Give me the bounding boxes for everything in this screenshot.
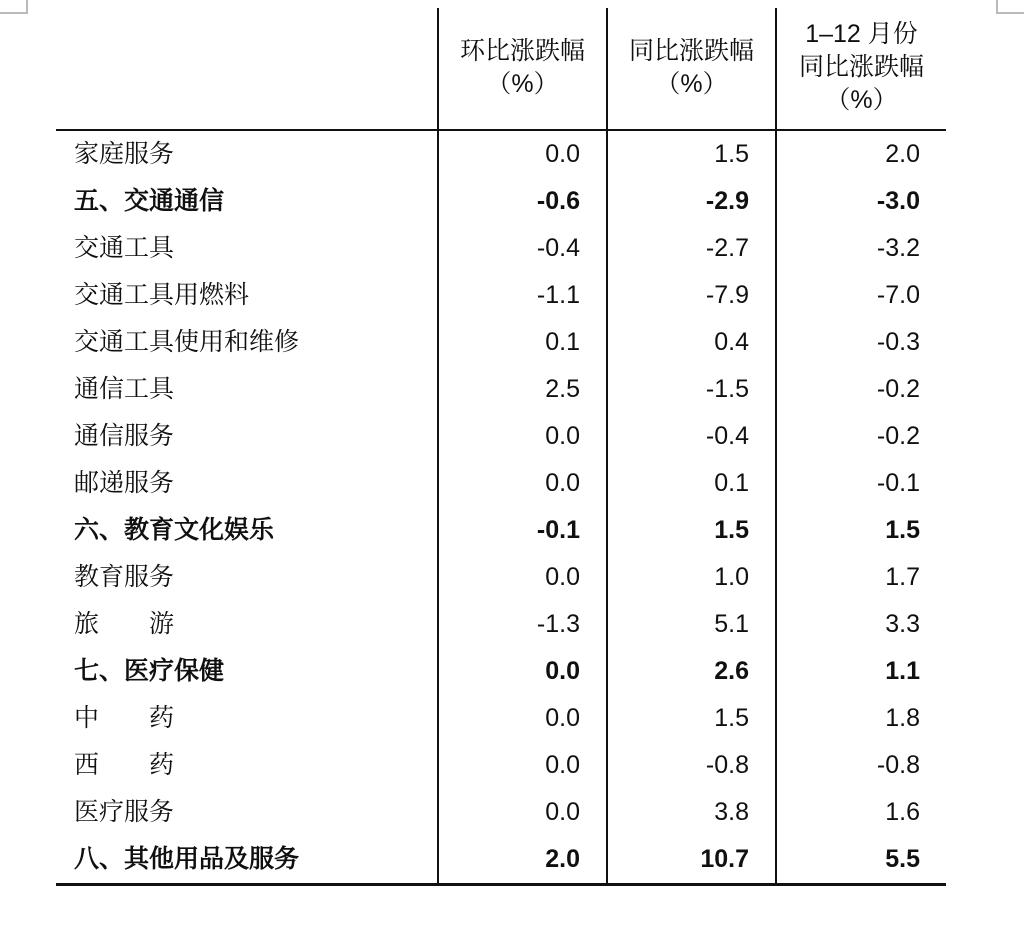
cell-yoy: -2.9 (607, 178, 776, 225)
cell-ytd: -7.0 (776, 272, 946, 319)
cell-ytd: 1.1 (776, 648, 946, 695)
column-header-yoy-line2: （%） (655, 69, 728, 98)
cell-ytd: -0.2 (776, 366, 946, 413)
cell-mom: -1.1 (438, 272, 607, 319)
cell-yoy: 1.0 (607, 554, 776, 601)
column-header-ytd-line2: 同比涨跌幅 (798, 53, 924, 81)
row-label: 家庭服务 (74, 140, 175, 168)
cell-mom: -0.1 (438, 507, 607, 554)
crop-mark-top-left (0, 0, 28, 14)
table-row (56, 648, 946, 695)
cell-mom: 2.0 (438, 836, 607, 885)
cell-mom: 0.1 (438, 319, 607, 366)
table-row (56, 460, 946, 507)
cell-yoy: -0.4 (607, 413, 776, 460)
cell-mom: 0.0 (438, 695, 607, 742)
column-header-ytd-line1: 1–12 月份 (805, 20, 918, 48)
cell-yoy: 0.4 (607, 319, 776, 366)
row-label: 通信服务 (74, 422, 175, 450)
cell-ytd: -0.3 (776, 319, 946, 366)
cell-mom: 0.0 (438, 742, 607, 789)
column-header-mom-line2: （%） (486, 69, 559, 98)
row-label: 邮递服务 (74, 469, 175, 497)
cell-ytd: -0.1 (776, 460, 946, 507)
table-row (56, 178, 946, 225)
cell-mom: 0.0 (438, 554, 607, 601)
table-row (56, 319, 946, 366)
cell-ytd: -3.2 (776, 225, 946, 272)
cell-ytd: 1.8 (776, 695, 946, 742)
table-row (56, 836, 946, 885)
row-label: 旅 游 (74, 610, 175, 638)
row-label: 交通工具 (74, 234, 175, 262)
cell-ytd: 1.5 (776, 507, 946, 554)
table-header (56, 8, 946, 130)
cell-ytd: 3.3 (776, 601, 946, 648)
cell-mom: 0.0 (438, 460, 607, 507)
table-row (56, 695, 946, 742)
row-label: 七、医疗保健 (74, 657, 225, 685)
table-row (56, 413, 946, 460)
row-label: 五、交通通信 (74, 187, 225, 215)
column-header-mom (438, 8, 607, 130)
cell-mom: -0.6 (438, 178, 607, 225)
cell-mom: 0.0 (438, 130, 607, 178)
cell-ytd: 1.7 (776, 554, 946, 601)
cell-ytd: 5.5 (776, 836, 946, 885)
table-row (56, 366, 946, 413)
cell-yoy: -7.9 (607, 272, 776, 319)
row-label: 医疗服务 (74, 798, 175, 826)
row-label: 八、其他用品及服务 (56, 836, 438, 885)
cell-yoy: 1.5 (607, 507, 776, 554)
row-label: 六、教育文化娱乐 (74, 516, 275, 544)
cell-mom: -1.3 (438, 601, 607, 648)
table-row (56, 601, 946, 648)
cell-yoy: -2.7 (607, 225, 776, 272)
cell-yoy: -0.8 (607, 742, 776, 789)
column-header-yoy-line1: 同比涨跌幅 (628, 36, 754, 65)
table-header-row (56, 8, 946, 130)
cell-mom: 2.5 (438, 366, 607, 413)
cell-ytd: 2.0 (776, 130, 946, 178)
row-label: 西 药 (74, 751, 175, 779)
cell-yoy: -1.5 (607, 366, 776, 413)
table-row (56, 742, 946, 789)
row-label: 通信工具 (74, 375, 175, 403)
cell-mom: 0.0 (438, 789, 607, 836)
cell-ytd: 1.6 (776, 789, 946, 836)
table-row (56, 554, 946, 601)
table-row (56, 130, 946, 178)
table-row (56, 507, 946, 554)
cell-yoy: 1.5 (607, 130, 776, 178)
cell-yoy: 3.8 (607, 789, 776, 836)
crop-mark-top-right (996, 0, 1024, 14)
row-label: 交通工具用燃料 (74, 281, 250, 309)
cell-mom: -0.4 (438, 225, 607, 272)
column-header-ytd (776, 8, 946, 130)
cell-ytd: -3.0 (776, 178, 946, 225)
cell-yoy: 1.5 (607, 695, 776, 742)
cell-yoy: 2.6 (607, 648, 776, 695)
column-header-ytd-line3: （%） (825, 86, 898, 114)
column-header-mom-line1: 环比涨跌幅 (459, 36, 585, 65)
cell-yoy: 0.1 (607, 460, 776, 507)
cell-ytd: -0.2 (776, 413, 946, 460)
table-body (56, 130, 946, 885)
column-header-yoy (607, 8, 776, 130)
row-label: 中 药 (74, 704, 175, 732)
cell-yoy: 5.1 (607, 601, 776, 648)
row-label: 教育服务 (74, 563, 175, 591)
cell-mom: 0.0 (438, 413, 607, 460)
table-row (56, 225, 946, 272)
column-header-name (56, 8, 438, 130)
table-row (56, 789, 946, 836)
cpi-table (56, 8, 946, 886)
cell-ytd: -0.8 (776, 742, 946, 789)
cell-yoy: 10.7 (607, 836, 776, 885)
table-row (56, 272, 946, 319)
document-sheet (56, 8, 946, 886)
row-label: 交通工具使用和维修 (74, 328, 300, 356)
cell-mom: 0.0 (438, 648, 607, 695)
